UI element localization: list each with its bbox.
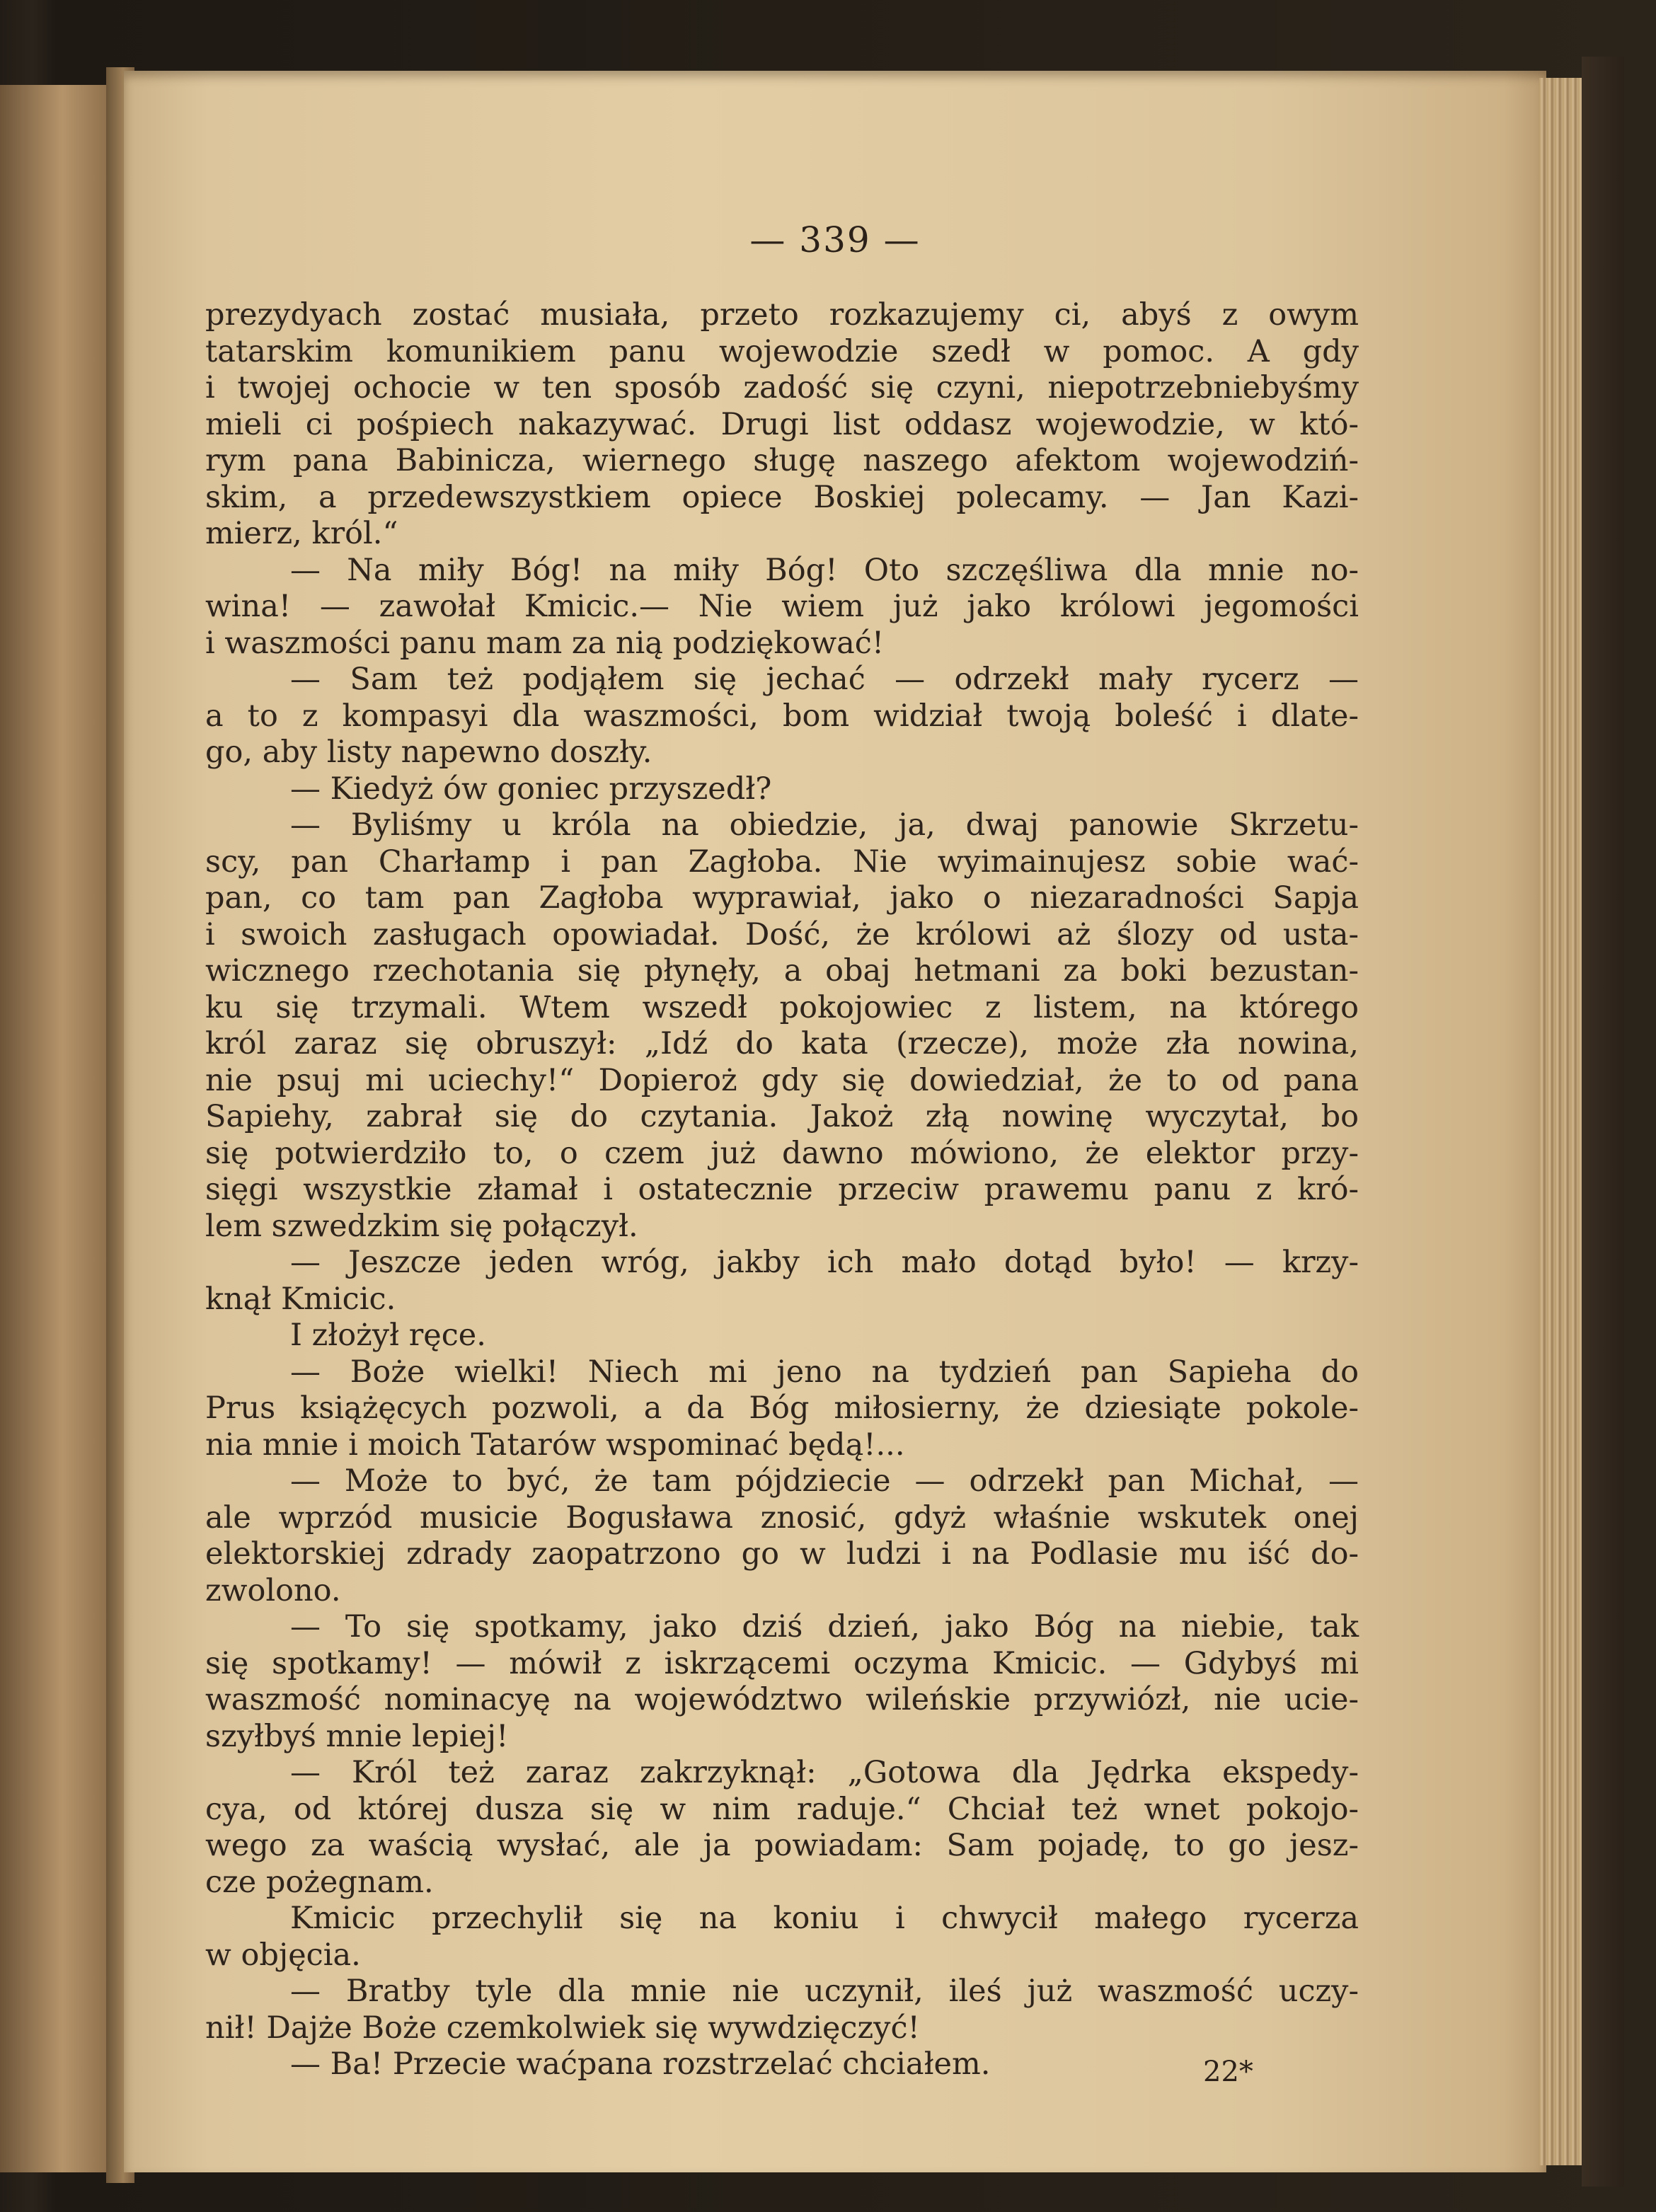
text-line: Prus książęcych pozwoli, a da Bóg miłosierny, że dziesiąte pokole- xyxy=(205,1390,1359,1426)
text-line: cya, od której dusza się w nim raduje.“ Chciał też wnet pokojo- xyxy=(205,1791,1359,1827)
text-line: i twojej ochocie w ten sposób zadość się czyni, niepotrzebniebyśmy xyxy=(205,370,1359,405)
text-line: szyłbyś mnie lepiej! xyxy=(205,1718,509,1754)
text-line: I złożył ręce. xyxy=(290,1318,486,1353)
text-line: — Boże wielki! Niech mi jeno na tydzień pan Sapieha do xyxy=(290,1354,1359,1390)
text-line: — Może to być, że tam pójdziecie — odrzekł pan Michał, — xyxy=(290,1463,1359,1499)
printer-signature-mark: 22* xyxy=(1203,2056,1253,2088)
text-line: — Na miły Bóg! na miły Bóg! Oto szczęśliwa dla mnie no- xyxy=(290,552,1359,588)
text-line: Sapiehy, zabrał się do czytania. Jakoż złą nowinę wyczytał, bo xyxy=(205,1099,1359,1134)
text-line: król zaraz się obruszył: „Idź do kata (rzecze), może zła nowina, xyxy=(205,1026,1359,1061)
text-line: wicznego rzechotania się płynęły, a obaj hetmani za boki bezustan- xyxy=(205,953,1359,989)
text-line: cze pożegnam. xyxy=(205,1864,434,1900)
text-line: ku się trzymali. Wtem wszedł pokojowiec z listem, na którego xyxy=(205,989,1359,1025)
text-line: mierz, król.“ xyxy=(205,516,398,551)
text-line: — Król też zaraz zakrzyknął: „Gotowa dla Jędrka ekspedy- xyxy=(290,1755,1359,1790)
text-line: — Sam też podjąłem się jechać — odrzekł mały rycerz — xyxy=(290,662,1359,697)
text-line: a to z kompasyi dla waszmości, bom widział twoją boleść i dlate- xyxy=(205,698,1359,734)
text-line: wina! — zawołał Kmicic.— Nie wiem już jako królowi jegomości xyxy=(205,589,1359,624)
text-line: wego za waścią wysłać, ale ja powiadam: Sam pojadę, to go jesz- xyxy=(205,1828,1359,1863)
text-line: się potwierdziło to, o czem już dawno mówiono, że elektor przy- xyxy=(205,1135,1359,1171)
page-number: — 339 — xyxy=(749,219,921,260)
text-line: — To się spotkamy, jako dziś dzień, jako Bóg na niebie, tak xyxy=(290,1609,1359,1644)
text-line: Kmicic przechylił się na koniu i chwycił małego rycerza xyxy=(290,1901,1359,1936)
text-line: zwolono. xyxy=(205,1572,341,1608)
text-line: sięgi wszystkie złamał i ostatecznie przeciw prawemu panu z kró- xyxy=(205,1172,1359,1207)
text-line: i swoich zasługach opowiadał. Dość, że królowi aż ślozy od usta- xyxy=(205,916,1359,952)
text-line: — Jeszcze jeden wróg, jakby ich mało dotąd było! — krzy- xyxy=(290,1245,1359,1280)
text-line: w objęcia. xyxy=(205,1937,361,1973)
text-line: waszmość nominacyę na województwo wileńskie przywiózł, nie ucie- xyxy=(205,1682,1359,1717)
text-line: tatarskim komunikiem panu wojewodzie szedł w pomoc. A gdy xyxy=(205,333,1359,369)
text-line: — Byliśmy u króla na obiedzie, ja, dwaj panowie Skrzetu- xyxy=(290,807,1359,843)
text-line: nia mnie i moich Tatarów wspominać będą!... xyxy=(205,1427,905,1463)
text-line: pan, co tam pan Zagłoba wyprawiał, jako o niezaradności Sapja xyxy=(205,880,1359,916)
previous-page-edge xyxy=(0,85,113,2172)
text-line: nił! Dajże Boże czemkolwiek się wywdzięczyć! xyxy=(205,2010,920,2046)
body-text xyxy=(205,297,1359,2083)
book-cover-edge xyxy=(1582,57,1624,2187)
text-line: i waszmości panu mam za nią podziękować! xyxy=(205,625,885,661)
text-line: ale wprzód musicie Bogusława znosić, gdyż właśnie wskutek onej xyxy=(205,1499,1359,1536)
text-line: scy, pan Charłamp i pan Zagłoba. Nie wyimainujesz sobie wać- xyxy=(205,843,1359,880)
text-line: — Kiedyż ów goniec przyszedł? xyxy=(290,771,772,807)
text-line: prezydyach zostać musiała, przeto rozkazujemy ci, abyś z owym xyxy=(205,297,1359,333)
page-stack-edges xyxy=(1539,78,1582,2165)
text-line: rym pana Babinicza, wiernego sługę naszego afektom wojewodziń- xyxy=(205,443,1359,478)
text-line: — Bratby tyle dla mnie nie uczynił, ileś już waszmość uczy- xyxy=(290,1974,1359,2009)
text-line: nie psuj mi uciechy!“ Dopieroż gdy się dowiedział, że to od pana xyxy=(205,1062,1359,1098)
text-line: skim, a przedewszystkiem opiece Boskiej polecamy. — Jan Kazi- xyxy=(205,479,1359,515)
text-line: elektorskiej zdrady zaopatrzono go w ludzi i na Podlasie mu iść do- xyxy=(205,1536,1359,1572)
text-line: mieli ci pośpiech nakazywać. Drugi list oddasz wojewodzie, w któ- xyxy=(205,406,1359,442)
text-line: lem szwedzkim się połączył. xyxy=(205,1208,638,1244)
text-line: — Ba! Przecie waćpana rozstrzelać chciałem. xyxy=(290,2046,991,2082)
text-line: się spotkamy! — mówił z iskrzącemi oczyma Kmicic. — Gdybyś mi xyxy=(205,1645,1359,1681)
text-line: go, aby listy napewno doszły. xyxy=(205,735,652,770)
text-line: knął Kmicic. xyxy=(205,1281,396,1317)
